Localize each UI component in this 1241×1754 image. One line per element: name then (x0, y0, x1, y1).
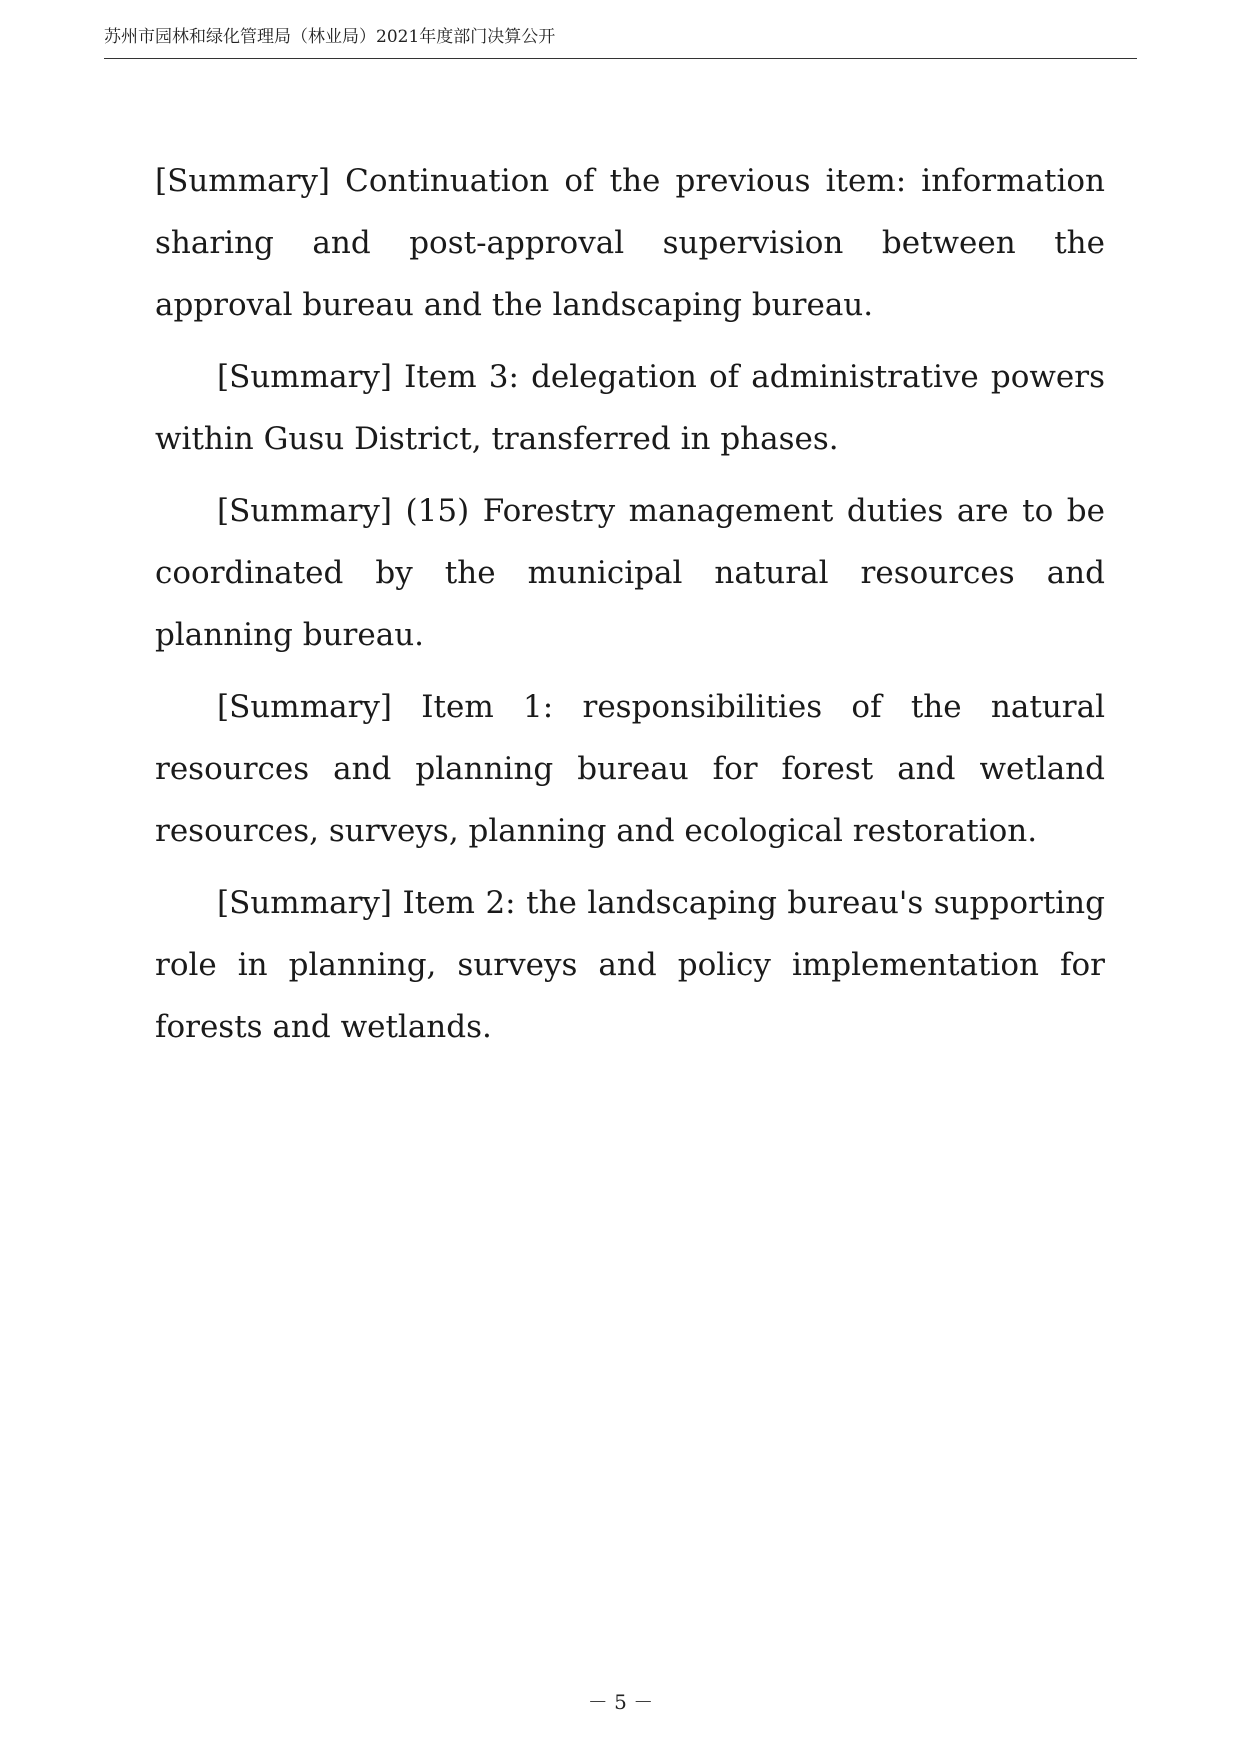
paragraph-5: [Summary] Item 2: the landscaping bureau's supporting role in planning, surveys and policy implementation for forests and wetlands. (155, 885, 1105, 1045)
document-body (155, 150, 1105, 1068)
paragraph-2: [Summary] Item 3: delegation of administrative powers within Gusu District, transferred in phases. (155, 359, 1105, 457)
paragraph-1: [Summary] Continuation of the previous item: information sharing and post-approval supervision between the approval bureau and the landscaping bureau. (155, 163, 1105, 323)
header-title: 苏州市园林和绿化管理局（林业局）2021年度部门决算公开 (104, 27, 556, 47)
paragraph-4: [Summary] Item 1: responsibilities of the natural resources and planning bureau for forest and wetland resources, surveys, planning and ecological restoration. (155, 689, 1105, 849)
page-number: － 5 － (587, 1690, 654, 1714)
running-header (104, 22, 1137, 59)
paragraph-3: [Summary] (15) Forestry management duties are to be coordinated by the municipal natural resources and planning bureau. (155, 493, 1105, 653)
